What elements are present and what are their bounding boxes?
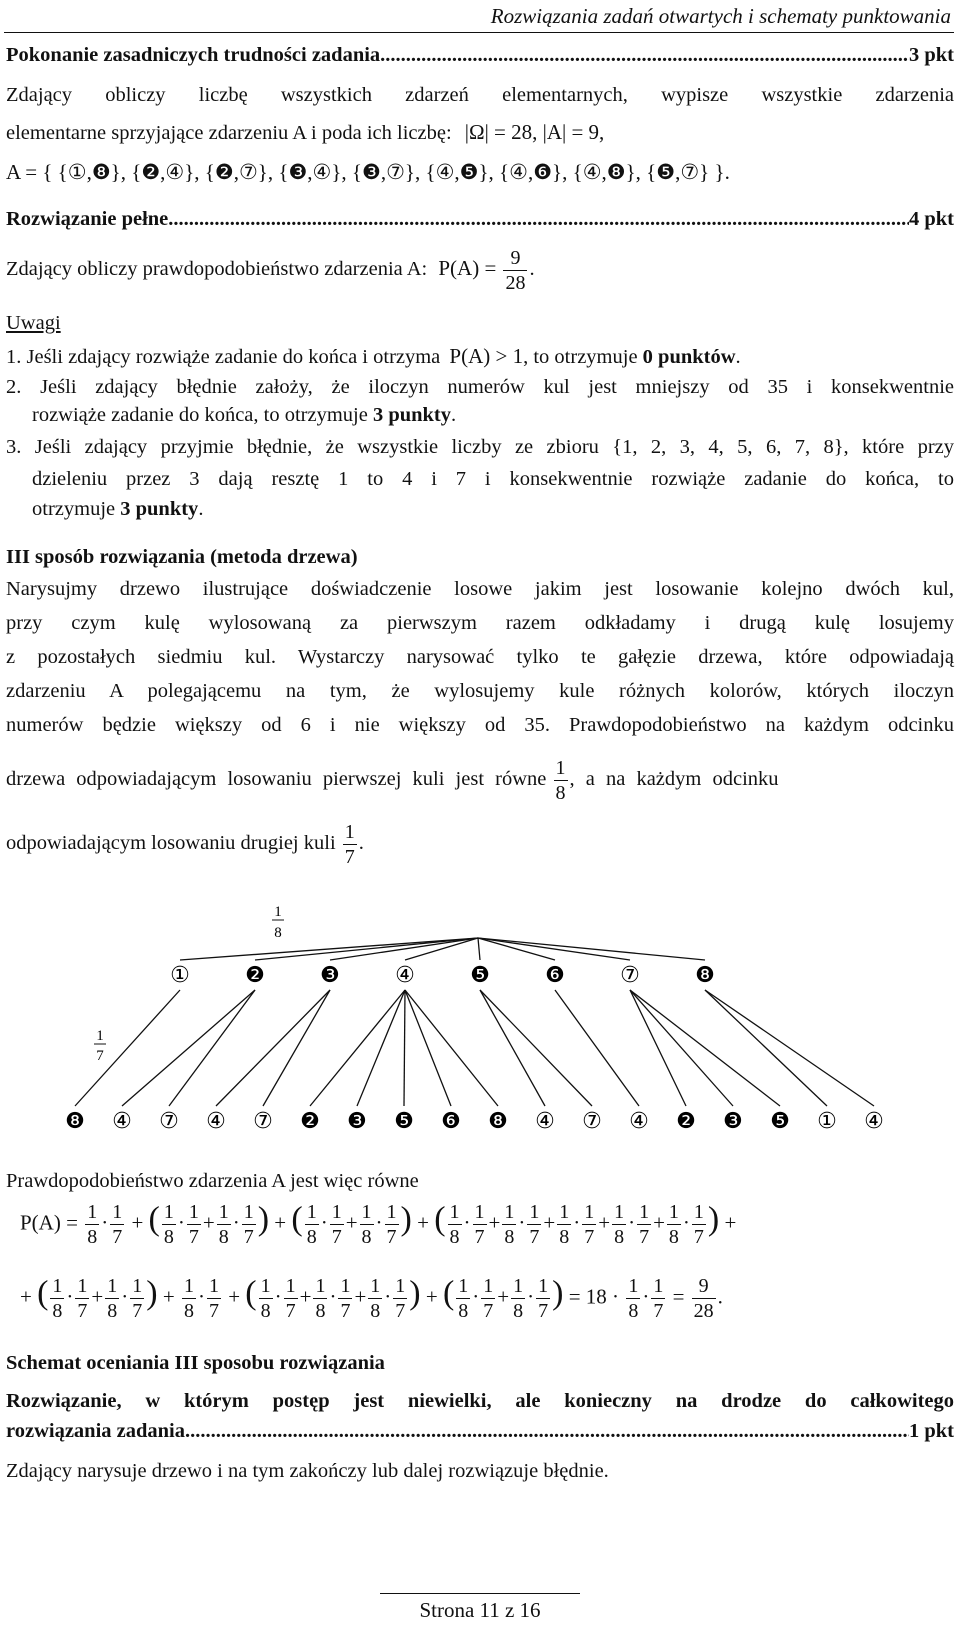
tree-edge — [478, 938, 705, 960]
bold-text: 0 punktów — [642, 346, 736, 368]
tree-node-level-2: ❻ — [441, 1109, 461, 1134]
equation-line-2: + ( $\frac{1}{8}$ · $\frac{1}{7}$ + $\frac{1}{8}$ · $\frac{1}{7}$ ) + $\frac{1}{8}$ · $\frac{1}{7}$ + ( $\frac{1}{8}$ · $\frac{1}{7}$ + $\frac{1}{8}$ · $\frac{1}{7}$ + $\frac{1}{8}$ · $\frac{1}{7}$ ) + ( $\frac{1}{8}$ · $\frac{1}{7}$ + $\frac{1}{8}$ · $\frac{1}{7}$ ) = 18 · $\frac{1}{8}$ · $\frac{1}{7}$ = $\frac{9}{28}$ . — [20, 1274, 723, 1322]
tree-node-level-1: ❷ — [245, 963, 265, 988]
text-span: . — [529, 258, 535, 281]
numerator: 1 — [555, 757, 566, 779]
tree-node-level-2: ⑦ — [159, 1109, 179, 1134]
text-line: odpowiadającym losowaniu drugiej kuli $\frac{1}{7}$ . — [6, 821, 364, 868]
text-line: numerów będzie większy od 6 i nie większy od 35. Prawdopodobieństwo na każdym odcinku — [6, 714, 954, 736]
text-span: drzewa odpowiadającym losowaniu pierwszej kuli jest równe — [6, 768, 547, 791]
numerator: 9 — [503, 246, 527, 271]
tree-level-2 — [65, 1109, 884, 1134]
tree-node-level-2: ❽ — [488, 1109, 508, 1134]
tree-node-level-2: ❸ — [347, 1109, 367, 1134]
note-1 — [6, 344, 954, 369]
section-points: 4 pkt — [908, 208, 954, 230]
tree-edge — [357, 990, 405, 1106]
tree-edge — [255, 938, 478, 960]
tree-node-level-2: ④ — [535, 1109, 555, 1134]
tree-node-level-2: ❷ — [300, 1109, 320, 1134]
probability-tree — [0, 900, 960, 1160]
tree-node-level-2: ⑦ — [253, 1109, 273, 1134]
tree-node-level-1: ❺ — [470, 963, 490, 988]
note-2-cont: rozwiąże zadanie do końca, to otrzymuje 3 punkty. — [32, 404, 457, 426]
final-intro: Prawdopodobieństwo zdarzenia A jest więc równe — [6, 1170, 419, 1192]
set-formula: A = { {①,❽}, {❷,④}, {❷,⑦}, {❸,④}, {❸,⑦}, {④,❺}, {④,❻}, {④,❽}, {❺,⑦} }. — [6, 160, 730, 184]
prob-lhs: P(A) = — [438, 256, 497, 281]
fraction — [343, 820, 357, 869]
page-number: Strona 11 z 16 — [419, 1598, 541, 1622]
numerator: 9 — [692, 1274, 716, 1299]
denominator: 28 — [505, 272, 526, 294]
tree-edge — [405, 990, 451, 1106]
omega-formula: |Ω| = 28, |A| = 9, — [464, 120, 605, 144]
text-line: Narysujmy drzewo ilustrujące doświadczenie losowe jakim jest losowanie kolejno dwóch kul, — [6, 578, 954, 600]
tree-edge — [630, 990, 780, 1106]
result-text: = 18 · — [568, 1284, 620, 1309]
tree-node-level-1: ④ — [395, 963, 415, 988]
tree-node-level-2: ④ — [112, 1109, 132, 1134]
tree-edge — [705, 990, 874, 1106]
tree-edge — [75, 990, 180, 1106]
numerator: 1 — [344, 821, 355, 843]
tree-level-1 — [170, 963, 715, 988]
section-heading-3pkt — [6, 44, 954, 67]
scheme-line-1: Rozwiązanie, w którym postęp jest niewielki, ale konieczny na drodze do całkowitego — [6, 1390, 954, 1412]
scheme-title: Schemat oceniania III sposobu rozwiązania — [6, 1352, 385, 1374]
tree-edge — [705, 990, 827, 1106]
text-line: przy czym kulę wylosowaną za pierwszym razem odkładamy i drugą kulę losujemy — [6, 612, 954, 634]
tree-edge — [478, 938, 630, 960]
scheme-heading-1pkt — [6, 1420, 954, 1443]
method-title: III sposób rozwiązania (metoda drzewa) — [6, 546, 358, 568]
tree-node-level-2: ❽ — [65, 1109, 85, 1134]
section-heading-4pkt — [6, 208, 954, 231]
tree-edge — [480, 990, 592, 1106]
tree-edge — [122, 990, 255, 1106]
tree-node-level-2: ❺ — [394, 1109, 414, 1134]
bold-text: 3 punkty — [120, 498, 199, 520]
tree-node-level-2: ❸ — [723, 1109, 743, 1134]
section-title: Rozwiązanie pełne — [6, 208, 169, 230]
tree-edge — [310, 990, 405, 1106]
section-points: 3 pkt — [908, 44, 954, 66]
text-span: , a na każdym odcinku — [569, 768, 779, 791]
mid-prob-num: 1 — [96, 1028, 104, 1044]
scheme-desc: Zdający narysuje drzewo i na tym zakończy lub dalej rozwiązuje błędnie. — [6, 1460, 609, 1482]
text-span: . — [735, 346, 741, 368]
text-span: , to otrzymuje — [523, 346, 638, 368]
text-line — [6, 756, 954, 805]
tree-edge — [169, 990, 255, 1106]
note-3: 3. Jeśli zdający przyjmie błędnie, że wszystkie liczby ze zbioru {1, 2, 3, 4, 5, 6, 7, 8}, które przy — [6, 436, 954, 458]
tree-edge — [630, 990, 733, 1106]
top-prob-num: 1 — [274, 904, 282, 920]
text-span: elementarne sprzyjające zdarzeniu A i poda ich liczbę: — [6, 122, 452, 144]
text-line: zdarzeniu A polegającemu na tym, że wylosujemy kule różnych kolorów, których iloczyn — [6, 680, 954, 702]
tree-node-level-2: ④ — [206, 1109, 226, 1134]
equation-line-1: P(A) = $\frac{1}{8}$ · $\frac{1}{7}$ + ( $\frac{1}{8}$ · $\frac{1}{7}$ + $\frac{1}{8}$ · $\frac{1}{7}$ ) + ( $\frac{1}{8}$ · $\frac{1}{7}$ + $\frac{1}{8}$ · $\frac{1}{7}$ ) + ( $\frac{1}{8}$ · $\frac{1}{7}$ + $\frac{1}{8}$ · $\frac{1}{7}$ + $\frac{1}{8}$ · $\frac{1}{7}$ + $\frac{1}{8}$ · $\frac{1}{7}$ + $\frac{1}{8}$ · $\frac{1}{7}$ ) + — [20, 1200, 737, 1248]
result-fraction — [692, 1274, 716, 1323]
text-span: otrzymuje — [32, 498, 116, 520]
fraction — [554, 756, 568, 805]
tree-edge — [630, 990, 686, 1106]
text-line — [6, 120, 954, 145]
tree-node-level-1: ❽ — [695, 963, 715, 988]
bold-text: 3 punkty — [372, 404, 452, 426]
denominator: 28 — [693, 1300, 714, 1322]
text-span: odpowiadającym losowaniu drugiej kuli — [6, 832, 336, 855]
text-span: rozwiąże zadanie do końca, to otrzymuje — [32, 404, 368, 426]
text-line: z pozostałych siedmiu kul. Wystarczy narysować tylko te gałęzie drzewa, które odpowiadają — [6, 646, 954, 668]
tree-node-level-2: ❷ — [676, 1109, 696, 1134]
section-title: rozwiązania zadania — [6, 1420, 185, 1442]
tree-node-level-1: ❸ — [320, 963, 340, 988]
tree-edge — [404, 990, 405, 1106]
section-title: Pokonanie zasadniczych trudności zadania — [6, 44, 381, 66]
text-span: Zdający obliczy prawdopodobieństwo zdarzenia A: — [6, 258, 428, 281]
section-points: 1 pkt — [908, 1420, 954, 1442]
notes-title: Uwagi — [6, 312, 61, 334]
tree-edge — [555, 990, 639, 1106]
footer-rule — [380, 1593, 580, 1594]
tree-node-level-1: ① — [170, 963, 190, 988]
note-2: 2. Jeśli zdający błędnie założy, że iloczyn numerów kul jest mniejszy od 35 i konsekwentnie — [6, 376, 954, 398]
tree-node-level-2: ④ — [864, 1109, 884, 1134]
text-line: Zdający obliczy liczbę wszystkich zdarzeń elementarnych, wypisze wszystkie zdarzenia — [6, 84, 954, 106]
tree-node-level-2: ④ — [629, 1109, 649, 1134]
header-rule — [4, 32, 954, 33]
top-prob-den: 8 — [274, 925, 282, 941]
denominator: 8 — [555, 782, 566, 804]
tree-edge — [405, 990, 498, 1106]
page-header: Rozwiązania zadań otwartych i schematy punktowania — [490, 4, 951, 28]
tree-node-level-2: ❺ — [770, 1109, 790, 1134]
denominator: 7 — [344, 846, 355, 868]
tree-node-level-2: ① — [817, 1109, 837, 1134]
note-formula: P(A) > 1 — [449, 344, 524, 368]
tree-node-level-2: ⑦ — [582, 1109, 602, 1134]
fraction — [503, 246, 527, 295]
mid-prob-den: 7 — [96, 1048, 104, 1064]
probability-line — [6, 246, 954, 295]
tree-edge — [180, 938, 478, 960]
tree-edge — [478, 938, 480, 960]
text-span: 1. Jeśli zdający rozwiąże zadanie do końca i otrzyma — [6, 346, 441, 368]
tree-node-level-1: ⑦ — [620, 963, 640, 988]
note-3-cont: dzieleniu przez 3 dają resztę 1 to 4 i 7 i konsekwentnie rozwiąże zadanie do końca, to — [32, 468, 954, 490]
note-3-end: otrzymuje 3 punkty. — [32, 498, 204, 520]
tree-edge — [330, 938, 478, 960]
tree-node-level-1: ❻ — [545, 963, 565, 988]
